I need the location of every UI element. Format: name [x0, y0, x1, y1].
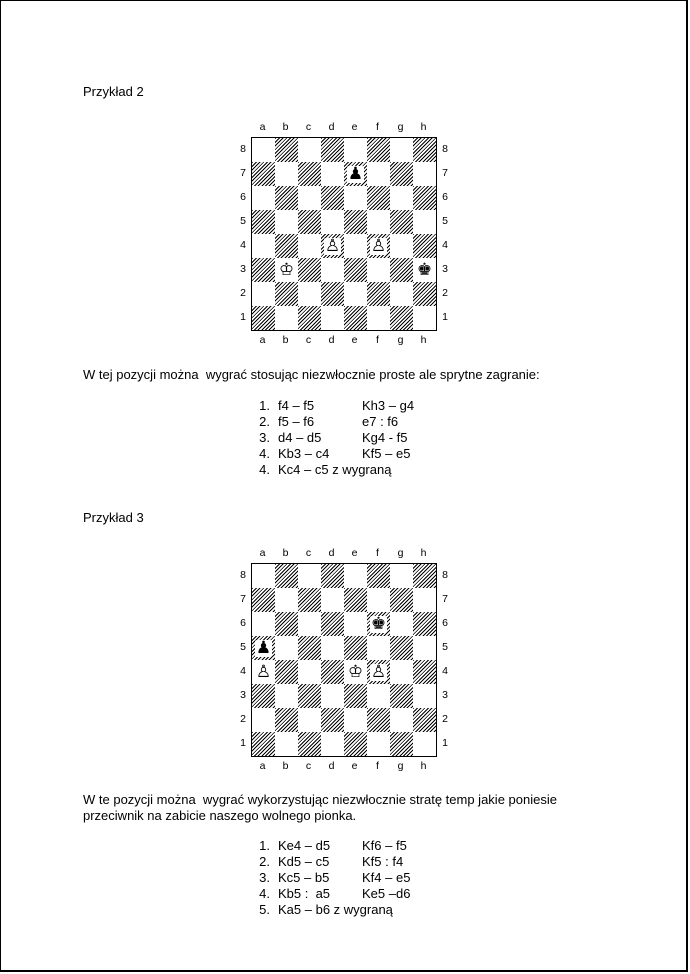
- rank-label-3-left: 3: [240, 689, 246, 701]
- file-label-f-bottom: f: [376, 334, 379, 346]
- square-a6: [252, 186, 275, 210]
- square-e7: [344, 162, 367, 186]
- file-label-a-top: a: [259, 121, 266, 133]
- square-b8: [275, 564, 298, 588]
- square-g2: [390, 282, 413, 306]
- square-f4: [367, 660, 390, 684]
- file-label-d-top: d: [328, 121, 335, 133]
- square-a4: [252, 660, 275, 684]
- square-d2: [321, 282, 344, 306]
- square-e4: [344, 660, 367, 684]
- square-g1: [390, 732, 413, 756]
- square-f7: [367, 162, 390, 186]
- square-b7: [275, 588, 298, 612]
- file-label-h-bottom: h: [420, 760, 427, 772]
- rank-label-1-right: 1: [442, 311, 448, 323]
- file-label-e-top: e: [351, 121, 358, 133]
- square-c7: [298, 162, 321, 186]
- square-c3: [298, 684, 321, 708]
- rank-label-1-right: 1: [442, 737, 448, 749]
- square-e1: [344, 306, 367, 330]
- square-h8: [413, 564, 436, 588]
- square-e2: [344, 282, 367, 306]
- square-h7: [413, 162, 436, 186]
- square-h8: [413, 138, 436, 162]
- square-b5: [275, 210, 298, 234]
- file-label-b-bottom: b: [282, 334, 289, 346]
- file-label-b-top: b: [282, 547, 289, 559]
- black-pawn-icon: ♟: [255, 637, 272, 658]
- rank-label-8-left: 8: [240, 143, 246, 155]
- square-b4: [275, 234, 298, 258]
- square-f6: [367, 186, 390, 210]
- example-3-move-list: [248, 838, 410, 918]
- square-a3: [252, 258, 275, 282]
- square-h5: [413, 636, 436, 660]
- square-a2: [252, 708, 275, 732]
- white-move: Ka5 – b6 z wygraną: [278, 902, 393, 917]
- square-d5: [321, 210, 344, 234]
- square-f4: [367, 234, 390, 258]
- file-label-g-top: g: [397, 547, 404, 559]
- square-h6: [413, 612, 436, 636]
- file-label-h-top: h: [420, 121, 427, 133]
- board-grid: [251, 563, 437, 757]
- square-f1: [367, 306, 390, 330]
- square-c3: [298, 258, 321, 282]
- square-e6: [344, 612, 367, 636]
- file-label-g-bottom: g: [397, 760, 404, 772]
- file-label-c-top: c: [305, 547, 312, 559]
- rank-label-5-right: 5: [442, 641, 448, 653]
- move-number: 1.: [259, 398, 270, 413]
- square-h4: [413, 660, 436, 684]
- white-move: Kb5 : a5: [278, 886, 331, 901]
- square-e5: [344, 210, 367, 234]
- file-label-f-top: f: [376, 121, 379, 133]
- square-e5: [344, 636, 367, 660]
- square-d8: [321, 564, 344, 588]
- square-c1: [298, 306, 321, 330]
- white-move: Kc4 – c5 z wygraną: [278, 462, 392, 477]
- square-h1: [413, 306, 436, 330]
- square-b3: [275, 684, 298, 708]
- rank-label-8-right: 8: [442, 569, 448, 581]
- square-b5: [275, 636, 298, 660]
- square-c4: [298, 234, 321, 258]
- example-3-title: Przykład 3: [83, 510, 144, 525]
- square-g7: [390, 588, 413, 612]
- square-a7: [252, 588, 275, 612]
- square-g1: [390, 306, 413, 330]
- square-f7: [367, 588, 390, 612]
- square-a8: [252, 564, 275, 588]
- black-pawn-icon: ♟: [347, 163, 364, 184]
- square-e8: [344, 564, 367, 588]
- square-h6: [413, 186, 436, 210]
- rank-label-3-right: 3: [442, 689, 448, 701]
- file-label-g-bottom: g: [397, 334, 404, 346]
- example-2-description: W tej pozycji można wygrać stosując niezwłocznie proste ale sprytne zagranie:: [83, 367, 540, 382]
- rank-label-2-left: 2: [240, 287, 246, 299]
- black-move: Kf6 – f5: [362, 838, 407, 853]
- rank-label-7-right: 7: [442, 167, 448, 179]
- square-c1: [298, 732, 321, 756]
- square-b7: [275, 162, 298, 186]
- file-label-f-top: f: [376, 547, 379, 559]
- move-row: [248, 430, 414, 446]
- move-number: 3.: [259, 430, 270, 445]
- square-f2: [367, 708, 390, 732]
- file-label-a-bottom: a: [259, 760, 266, 772]
- square-c6: [298, 612, 321, 636]
- rank-label-8-right: 8: [442, 143, 448, 155]
- square-h5: [413, 210, 436, 234]
- file-label-d-bottom: d: [328, 760, 335, 772]
- example-2-move-list: [248, 398, 414, 478]
- rank-label-6-right: 6: [442, 617, 448, 629]
- square-e7: [344, 588, 367, 612]
- rank-label-4-right: 4: [442, 239, 448, 251]
- file-label-e-bottom: e: [351, 334, 358, 346]
- move-number: 3.: [259, 870, 270, 885]
- file-label-e-top: e: [351, 547, 358, 559]
- square-e3: [344, 258, 367, 282]
- rank-label-4-right: 4: [442, 665, 448, 677]
- white-move: Kc5 – b5: [278, 870, 330, 885]
- square-d6: [321, 612, 344, 636]
- square-h1: [413, 732, 436, 756]
- file-label-e-bottom: e: [351, 760, 358, 772]
- example-2-title: Przykład 2: [83, 84, 144, 99]
- black-king-icon: ♚: [370, 613, 387, 634]
- square-c8: [298, 564, 321, 588]
- rank-label-1-left: 1: [240, 737, 246, 749]
- square-c6: [298, 186, 321, 210]
- square-f5: [367, 210, 390, 234]
- file-label-c-bottom: c: [305, 760, 312, 772]
- square-b6: [275, 612, 298, 636]
- rank-label-7-left: 7: [240, 167, 246, 179]
- square-d8: [321, 138, 344, 162]
- rank-label-4-left: 4: [240, 239, 246, 251]
- rank-label-6-left: 6: [240, 617, 246, 629]
- square-f3: [367, 258, 390, 282]
- square-h7: [413, 588, 436, 612]
- black-move: Ke5 –d6: [362, 886, 411, 901]
- square-g8: [390, 138, 413, 162]
- square-b3: [275, 258, 298, 282]
- white-move: f4 – f5: [278, 398, 315, 413]
- white-move: Kb3 – c4: [278, 446, 330, 461]
- square-f2: [367, 282, 390, 306]
- black-move: Kg4 - f5: [362, 430, 408, 445]
- square-e1: [344, 732, 367, 756]
- rank-label-5-right: 5: [442, 215, 448, 227]
- square-d6: [321, 186, 344, 210]
- black-move: Kf5 – e5: [362, 446, 411, 461]
- square-g2: [390, 708, 413, 732]
- white-king-icon: ♔: [347, 661, 364, 682]
- square-a1: [252, 306, 275, 330]
- rank-label-1-left: 1: [240, 311, 246, 323]
- black-king-icon: ♚: [416, 259, 433, 280]
- square-g6: [390, 612, 413, 636]
- square-h3: [413, 258, 436, 282]
- file-label-d-bottom: d: [328, 334, 335, 346]
- square-f1: [367, 732, 390, 756]
- rank-label-2-right: 2: [442, 287, 448, 299]
- white-king-icon: ♔: [278, 259, 295, 280]
- move-row: [248, 398, 414, 414]
- white-pawn-icon: ♙: [370, 661, 387, 682]
- square-a8: [252, 138, 275, 162]
- file-label-f-bottom: f: [376, 760, 379, 772]
- square-b1: [275, 306, 298, 330]
- rank-label-2-right: 2: [442, 713, 448, 725]
- square-d1: [321, 306, 344, 330]
- move-row: [248, 886, 410, 902]
- square-b8: [275, 138, 298, 162]
- square-h2: [413, 282, 436, 306]
- square-a6: [252, 612, 275, 636]
- square-c2: [298, 708, 321, 732]
- move-number: 2.: [259, 414, 270, 429]
- square-b1: [275, 732, 298, 756]
- file-label-b-bottom: b: [282, 760, 289, 772]
- square-g4: [390, 660, 413, 684]
- square-f8: [367, 564, 390, 588]
- move-row: [248, 462, 414, 478]
- file-label-h-top: h: [420, 547, 427, 559]
- rank-label-4-left: 4: [240, 665, 246, 677]
- square-g8: [390, 564, 413, 588]
- white-move: Kd5 – c5: [278, 854, 330, 869]
- square-d3: [321, 684, 344, 708]
- square-g4: [390, 234, 413, 258]
- black-move: e7 : f6: [362, 414, 399, 429]
- black-move: Kf5 : f4: [362, 854, 404, 869]
- rank-label-6-left: 6: [240, 191, 246, 203]
- move-number: 4.: [259, 886, 270, 901]
- square-e6: [344, 186, 367, 210]
- square-h3: [413, 684, 436, 708]
- file-label-h-bottom: h: [420, 334, 427, 346]
- file-label-a-top: a: [259, 547, 266, 559]
- file-label-a-bottom: a: [259, 334, 266, 346]
- square-d2: [321, 708, 344, 732]
- move-row: [248, 414, 414, 430]
- square-g5: [390, 210, 413, 234]
- square-e4: [344, 234, 367, 258]
- square-e3: [344, 684, 367, 708]
- square-a7: [252, 162, 275, 186]
- square-f8: [367, 138, 390, 162]
- file-label-g-top: g: [397, 121, 404, 133]
- square-e8: [344, 138, 367, 162]
- square-a5: [252, 210, 275, 234]
- square-d4: [321, 660, 344, 684]
- square-g5: [390, 636, 413, 660]
- white-move: f5 – f6: [278, 414, 315, 429]
- square-a3: [252, 684, 275, 708]
- black-move: Kh3 – g4: [362, 398, 415, 413]
- square-g6: [390, 186, 413, 210]
- square-d3: [321, 258, 344, 282]
- square-e2: [344, 708, 367, 732]
- square-c8: [298, 138, 321, 162]
- white-pawn-icon: ♙: [370, 235, 387, 256]
- move-number: 4.: [259, 446, 270, 461]
- rank-label-5-left: 5: [240, 641, 246, 653]
- file-label-d-top: d: [328, 547, 335, 559]
- file-label-c-bottom: c: [305, 334, 312, 346]
- square-h2: [413, 708, 436, 732]
- move-row: [248, 854, 410, 870]
- rank-label-2-left: 2: [240, 713, 246, 725]
- square-d7: [321, 588, 344, 612]
- square-c5: [298, 210, 321, 234]
- square-b4: [275, 660, 298, 684]
- rank-label-7-right: 7: [442, 593, 448, 605]
- move-row: [248, 446, 414, 462]
- square-d5: [321, 636, 344, 660]
- move-row: [248, 902, 410, 918]
- square-a1: [252, 732, 275, 756]
- square-d7: [321, 162, 344, 186]
- move-number: 5.: [259, 902, 270, 917]
- rank-label-3-right: 3: [442, 263, 448, 275]
- example-3-description: W te pozycji można wygrać wykorzystując niezwłocznie stratę temp jakie poniesie przeciwnik na zabicie naszego wolnego pionka.: [83, 792, 557, 823]
- move-number: 2.: [259, 854, 270, 869]
- move-row: [248, 870, 410, 886]
- square-d1: [321, 732, 344, 756]
- file-label-b-top: b: [282, 121, 289, 133]
- rank-label-5-left: 5: [240, 215, 246, 227]
- square-c7: [298, 588, 321, 612]
- square-g3: [390, 258, 413, 282]
- white-pawn-icon: ♙: [324, 235, 341, 256]
- square-a2: [252, 282, 275, 306]
- square-b2: [275, 282, 298, 306]
- white-pawn-icon: ♙: [255, 661, 272, 682]
- square-f6: [367, 612, 390, 636]
- rank-label-8-left: 8: [240, 569, 246, 581]
- move-number: 4.: [259, 462, 270, 477]
- file-label-c-top: c: [305, 121, 312, 133]
- board-grid: [251, 137, 437, 331]
- square-f5: [367, 636, 390, 660]
- square-b6: [275, 186, 298, 210]
- square-a5: [252, 636, 275, 660]
- square-f3: [367, 684, 390, 708]
- black-move: Kf4 – e5: [362, 870, 411, 885]
- square-b2: [275, 708, 298, 732]
- square-c2: [298, 282, 321, 306]
- white-move: Ke4 – d5: [278, 838, 331, 853]
- square-g3: [390, 684, 413, 708]
- move-number: 1.: [259, 838, 270, 853]
- square-a4: [252, 234, 275, 258]
- square-c4: [298, 660, 321, 684]
- square-c5: [298, 636, 321, 660]
- square-g7: [390, 162, 413, 186]
- rank-label-6-right: 6: [442, 191, 448, 203]
- square-h4: [413, 234, 436, 258]
- move-row: [248, 838, 410, 854]
- rank-label-7-left: 7: [240, 593, 246, 605]
- rank-label-3-left: 3: [240, 263, 246, 275]
- white-move: d4 – d5: [278, 430, 322, 445]
- square-d4: [321, 234, 344, 258]
